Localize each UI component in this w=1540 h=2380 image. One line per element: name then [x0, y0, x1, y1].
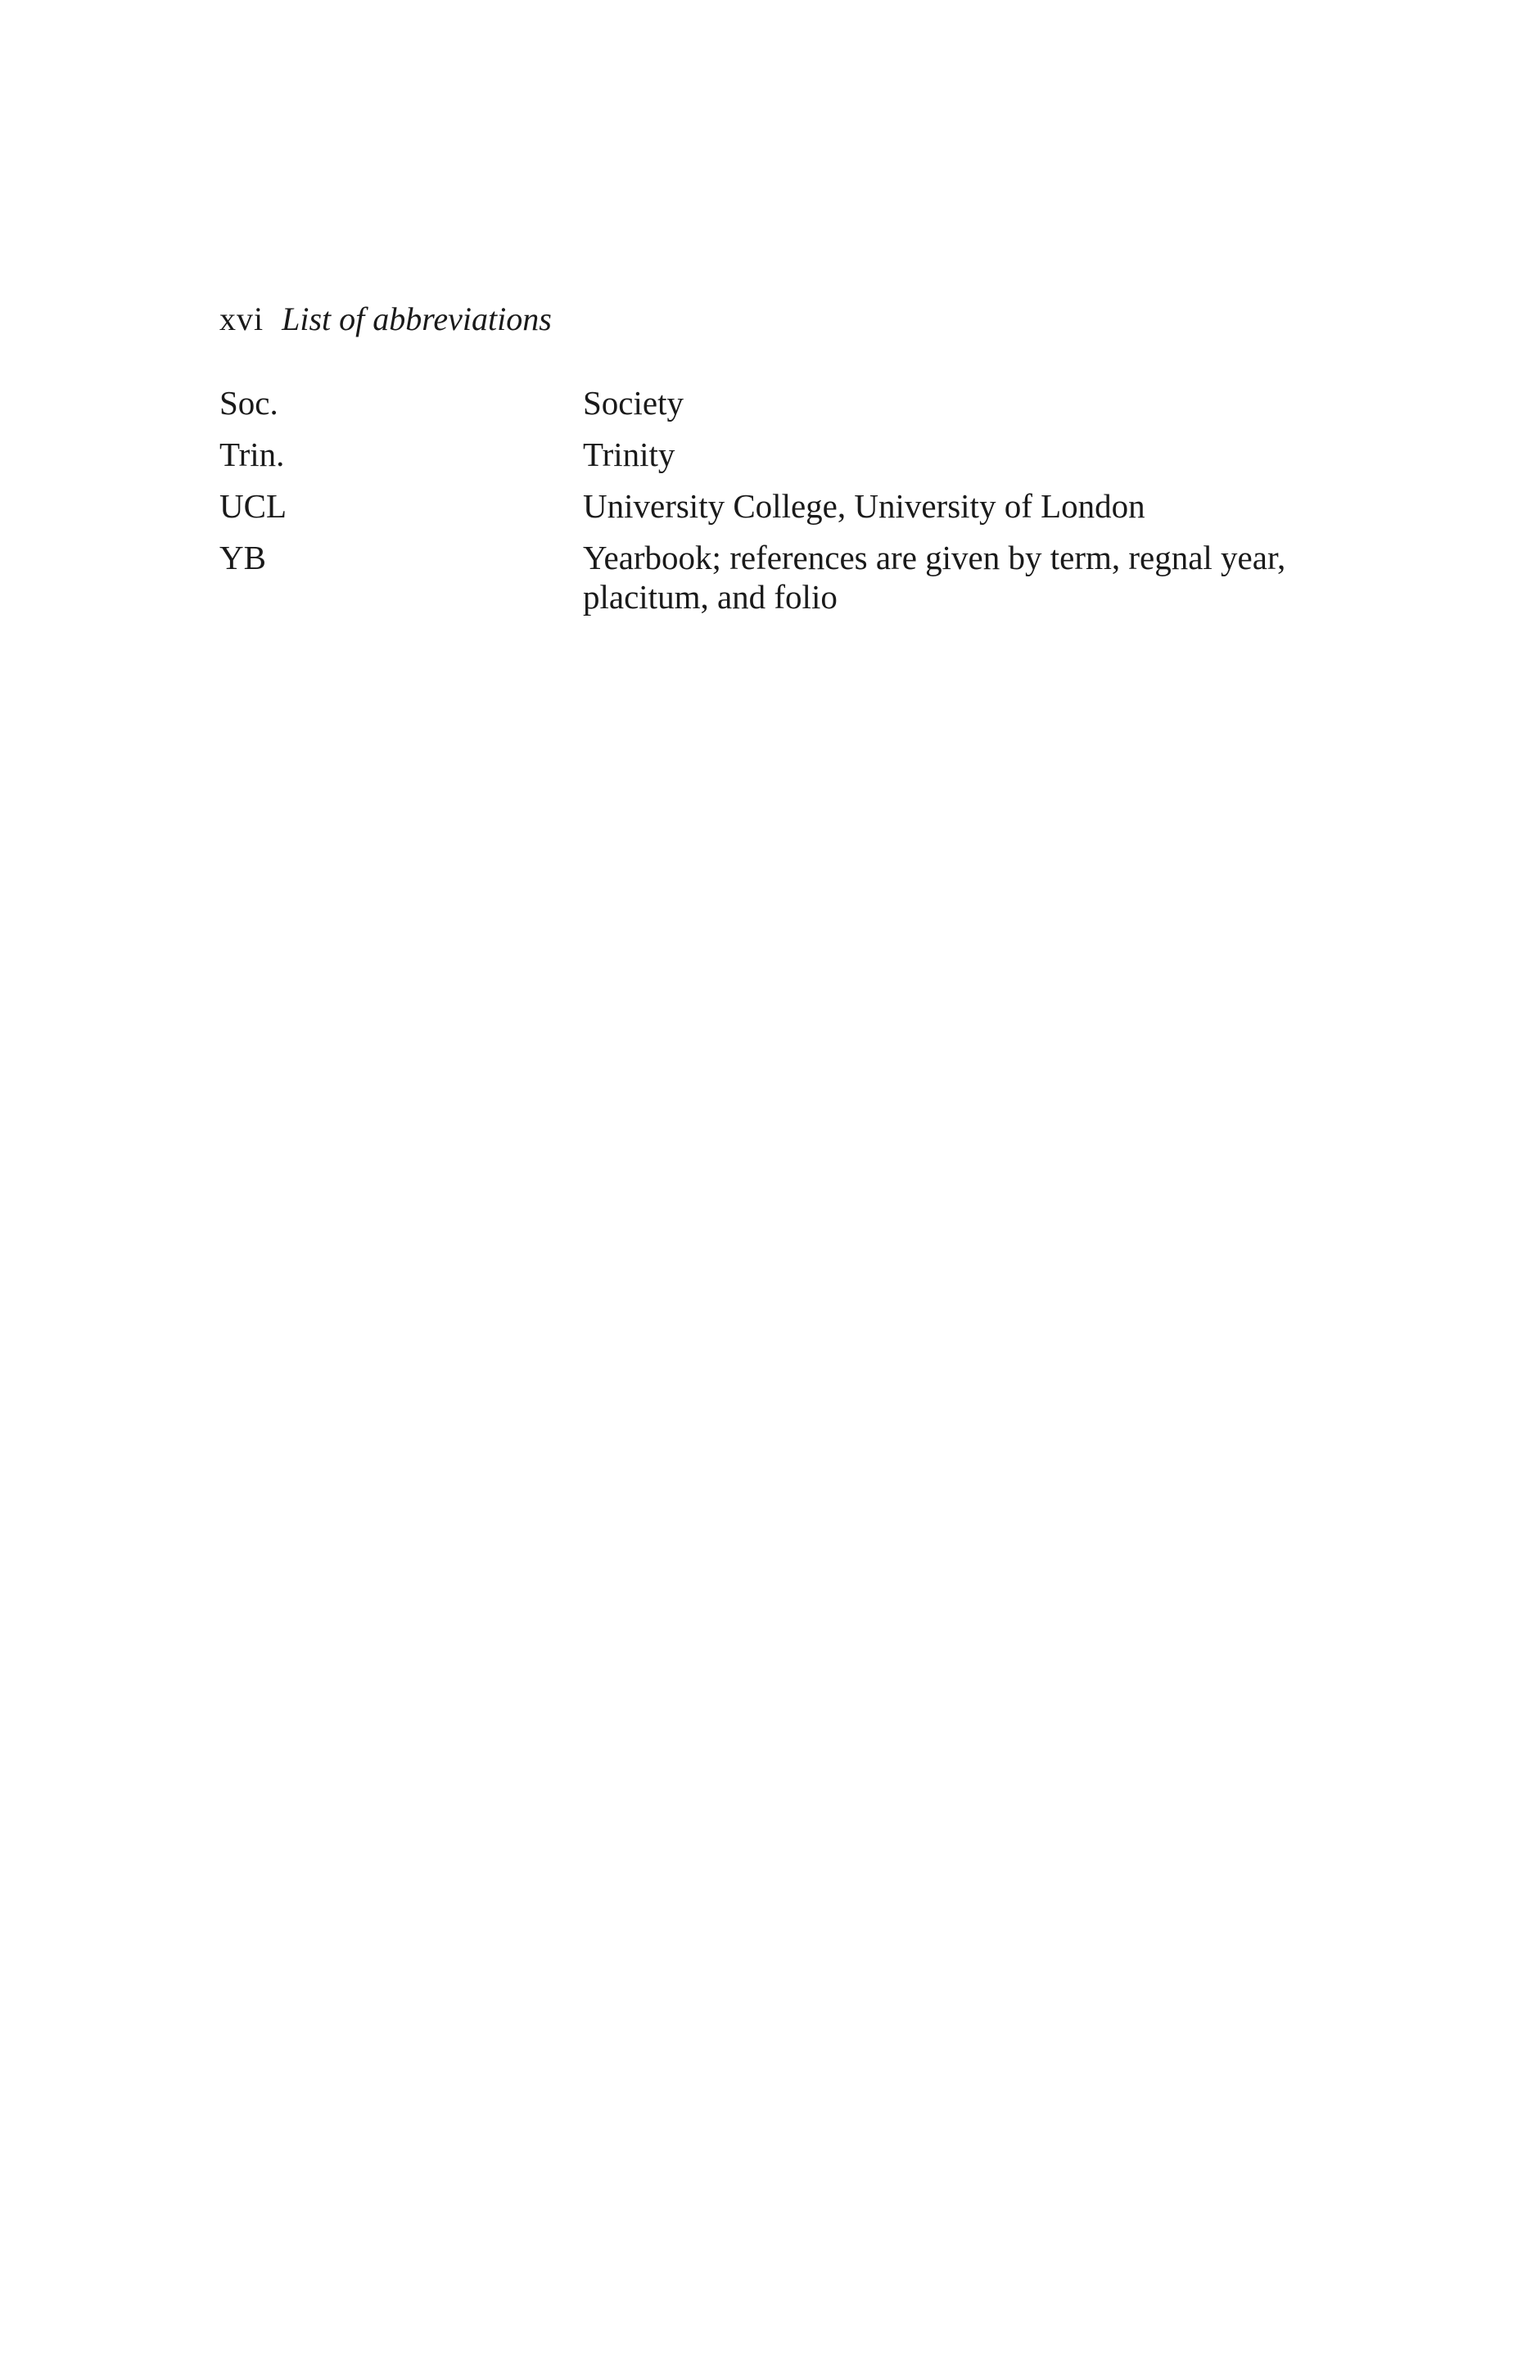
- abbreviation-definition: Trinity: [583, 436, 675, 473]
- running-head: [219, 300, 552, 339]
- abbreviation-term: Trin.: [219, 436, 285, 473]
- abbreviation-term: YB: [219, 539, 266, 576]
- page-number: xvi: [219, 300, 264, 337]
- abbreviation-row: [219, 486, 1366, 526]
- abbreviation-definition: Yearbook; references are given by term, regnal year, placitum, and folio: [583, 539, 1286, 616]
- abbreviation-row: [219, 538, 1366, 616]
- abbreviation-row: [219, 383, 1366, 422]
- running-title: List of abbreviations: [282, 300, 552, 337]
- abbreviation-term: UCL: [219, 487, 287, 525]
- abbreviation-list: [219, 383, 1366, 629]
- abbreviation-term: Soc.: [219, 384, 278, 422]
- abbreviation-definition: Society: [583, 384, 684, 422]
- abbreviation-row: [219, 435, 1366, 474]
- abbreviation-definition: University College, University of London: [583, 487, 1145, 525]
